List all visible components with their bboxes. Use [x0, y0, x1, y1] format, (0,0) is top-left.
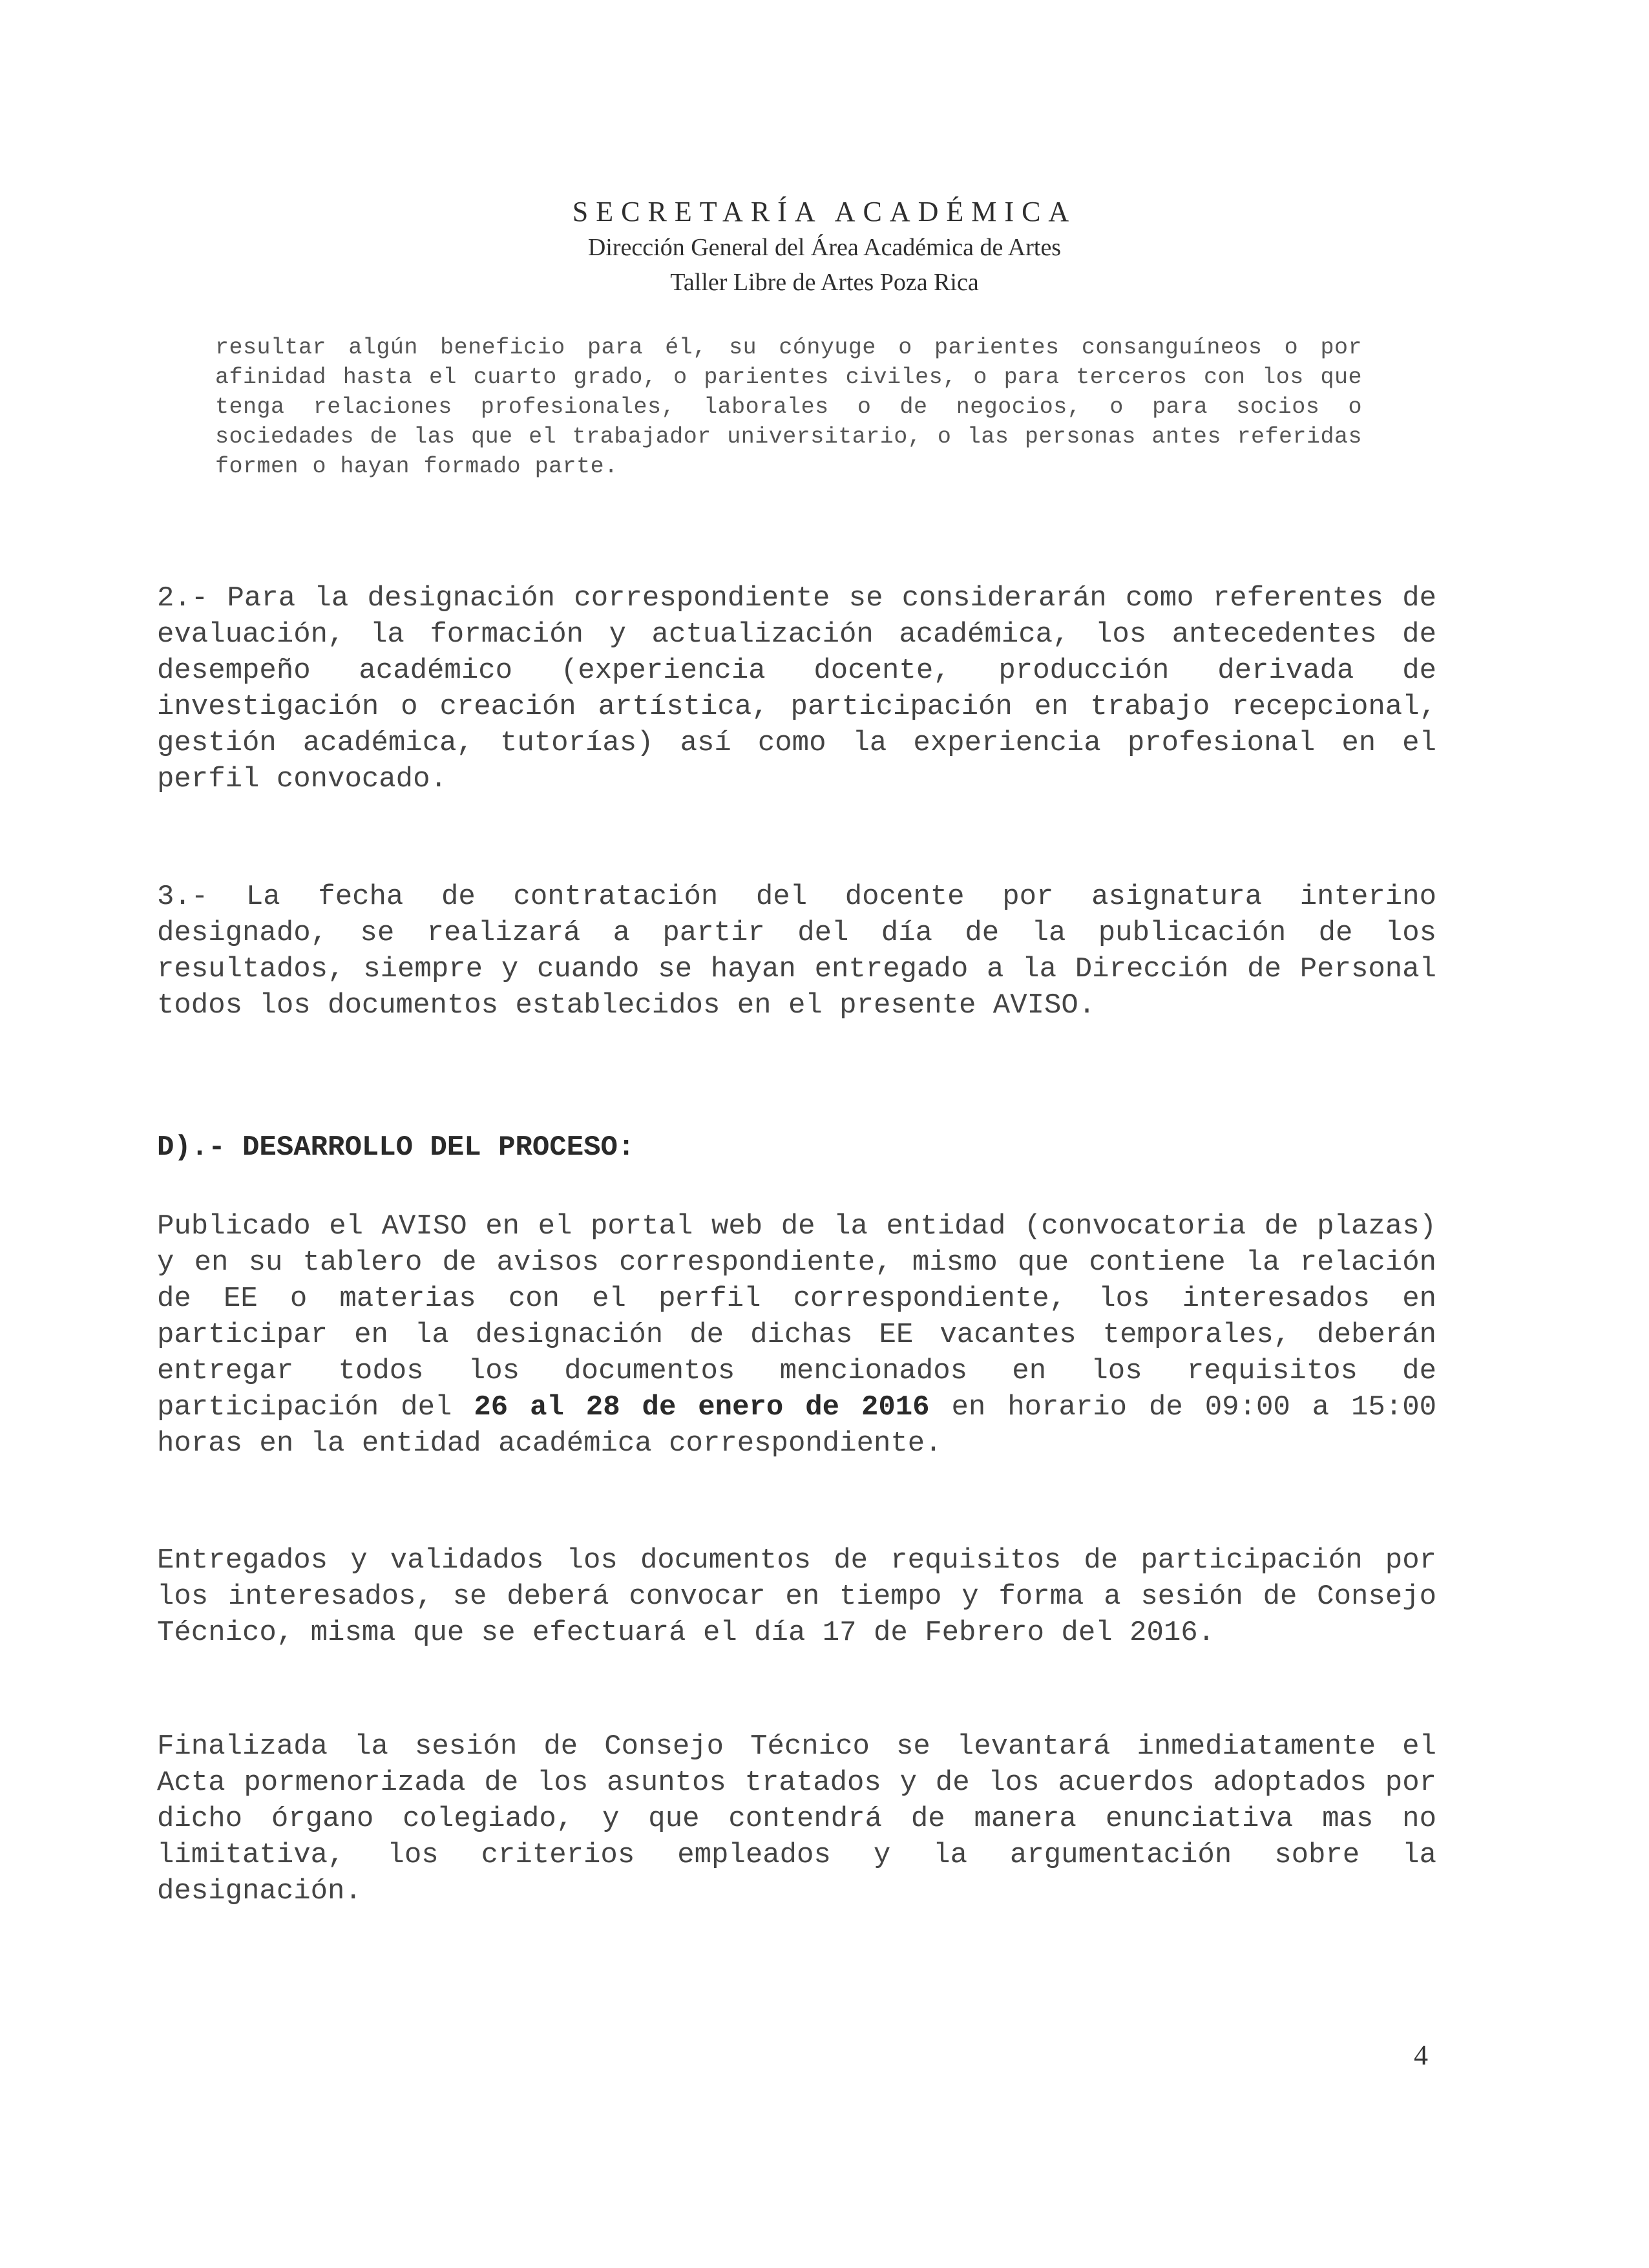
item-3-paragraph: 3.- La fecha de contratación del docente por asignatura interino designado, se realizará a partir del día de la publicación de los resultados, siempre y cuando se hayan entregado a la Dirección de Personal todos los documentos establecidos en el presente AVISO.: [157, 881, 1436, 1022]
header-direccion: Dirección General del Área Académica de Artes: [587, 234, 1062, 261]
item-2-paragraph: 2.- Para la designación correspondiente se considerarán como referentes de evaluación, la formación y actualización académica, los antecedentes de desempeño académico (experiencia docente, producción derivada de investigación o creación artística, participación en trabajo recepcional, gestión académica, tutorías) así como la experiencia profesional en el perfil convocado.: [157, 582, 1436, 795]
entregados-paragraph: Entregados y validados los documentos de requisitos de participación por los interesados, se deberá convocar en tiempo y forma a sesión de Consejo Técnico, misma que se efectuará el día 17 de Febrero del 2016.: [157, 1544, 1436, 1649]
page-number: 4: [1414, 2039, 1428, 2071]
section-d-heading: D).- DESARROLLO DEL PROCESO:: [157, 1131, 635, 1164]
publicado-paragraph: [157, 1208, 1436, 1462]
header-secretaria: SECRETARÍA ACADÉMICA: [572, 196, 1077, 227]
continuation-paragraph: resultar algún beneficio para él, su cónyuge o parientes consanguíneos o por afinidad hasta el cuarto grado, o parientes civiles, o para terceros con los que tenga relaciones profesionales, laborales o de negocios, o para socios o sociedades de las que el trabajador universitario, o las personas antes referidas formen o hayan formado parte.: [215, 335, 1362, 479]
finalizada-paragraph: Finalizada la sesión de Consejo Técnico se levantará inmediatamente el Acta pormenorizada de los asuntos tratados y de los acuerdos adoptados por dicho órgano colegiado, y que contendrá de manera enunciativa mas no limitativa, los criterios empleados y la argumentación sobre la designación.: [157, 1730, 1436, 1907]
header-taller: Taller Libre de Artes Poza Rica: [670, 269, 979, 296]
publicado-text-after: en horario de 09:00 a 15:00 horas en la entidad académica correspondiente.: [157, 1391, 1437, 1460]
publicado-dates-bold: 26 al 28 de enero de 2016: [474, 1391, 930, 1423]
publicado-text-before: Publicado el AVISO en el portal web de la entidad (convocatoria de plazas) y en su tablero de avisos correspondiente, mismo que contiene la relación de EE o materias con el perfil correspondiente, los interesados en participar en la designación de dichas EE vacantes temporales, deberán entregar todos los documentos mencionados en los requisitos de participación del: [157, 1210, 1436, 1423]
page-header: [0, 194, 1649, 300]
